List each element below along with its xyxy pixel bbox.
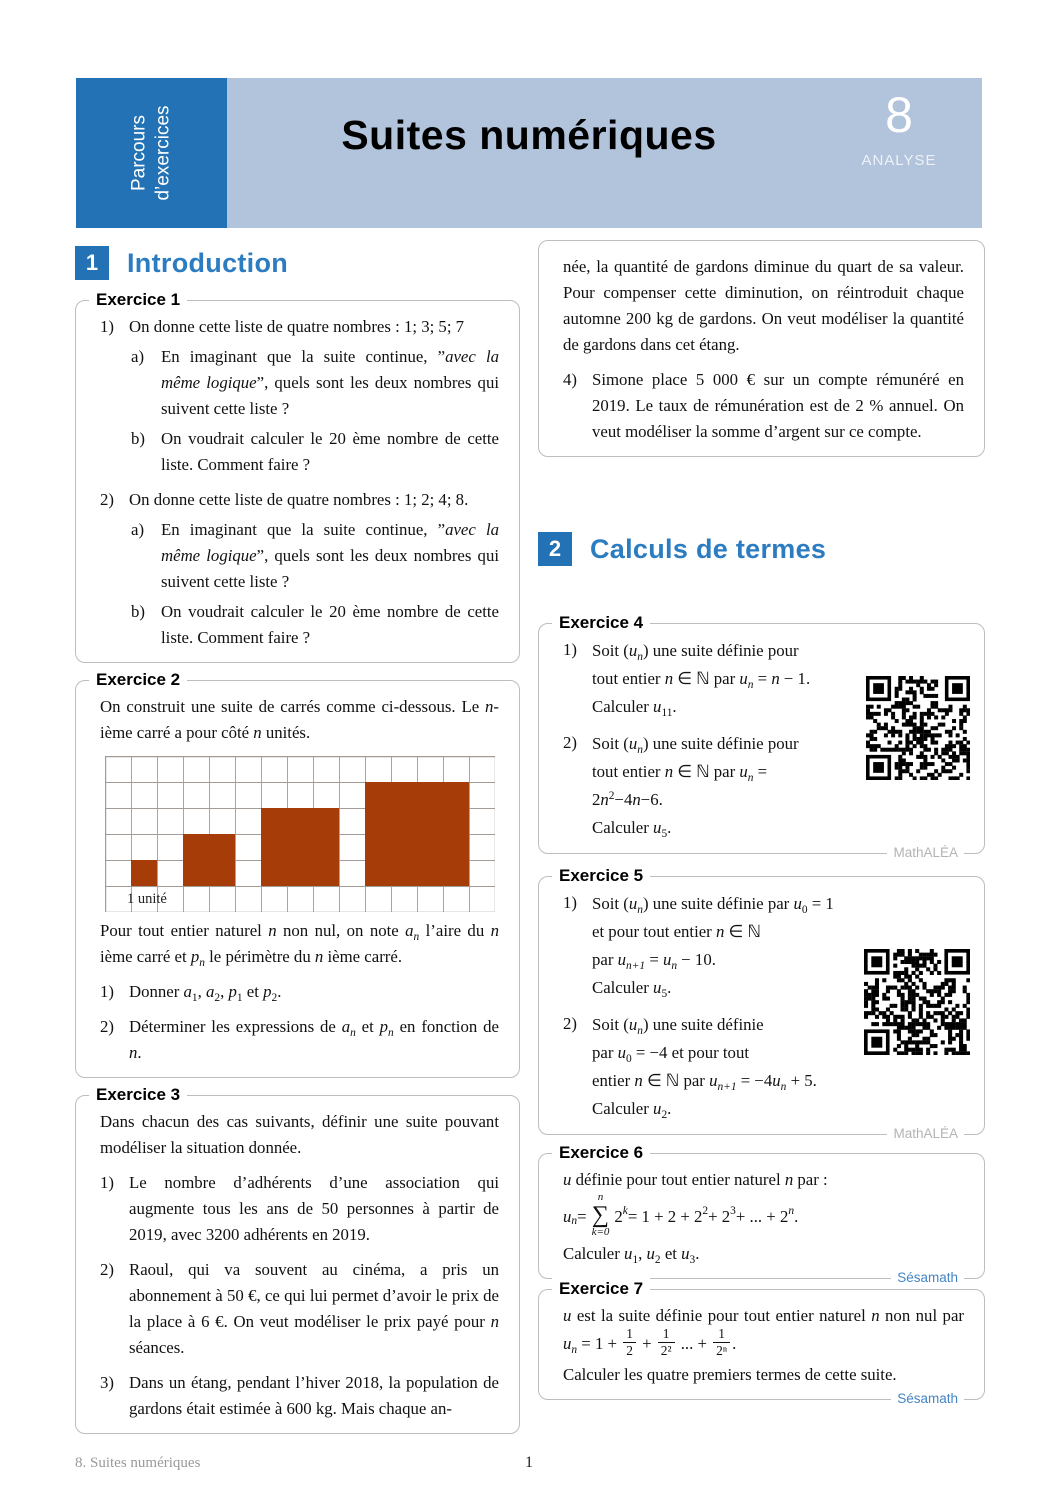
source-label-sesamath: Sésamath xyxy=(891,1268,964,1288)
math-line: tout entier n ∈ ℕ par $u_n = n - 1$. xyxy=(592,669,811,691)
math-line: par $u_0 = -4$ et pour tout xyxy=(592,1043,749,1065)
square-n4 xyxy=(365,782,469,886)
item-text xyxy=(592,637,824,721)
math-line: Calculer $u_{11}$. xyxy=(592,697,677,719)
header-banner xyxy=(227,78,982,228)
exercise-track-label xyxy=(127,105,175,200)
list-item xyxy=(563,1011,834,1123)
section-number: 2 xyxy=(538,532,572,566)
item-number: 3) xyxy=(100,1373,114,1392)
item-text: Dans un étang, pendant l’hiver 2018, la population de gardons était estimée à 600 kg. Mais chaque an- xyxy=(129,1373,499,1418)
item-number: 4) xyxy=(563,370,577,389)
item-number: 2) xyxy=(100,1260,114,1279)
exercise-intro: On construit une suite de carrés comme ci-dessous. Le n-ième carré a pour côté n unités. xyxy=(100,697,499,742)
list-item xyxy=(563,637,824,721)
page-number: 1 xyxy=(525,1454,533,1471)
qr-code xyxy=(866,676,970,780)
math-line: Soit $(u_n)$ une suite définie xyxy=(592,1015,764,1037)
item-number: 2) xyxy=(100,1017,114,1036)
item-text: En imaginant que la suite continue, ”avec la même logique”, quels sont les deux nombres qui suivent cette liste ? xyxy=(161,520,499,591)
item-text: On voudrait calculer le 20 ème nombre de cette liste. Comment faire ? xyxy=(161,429,499,474)
section-heading-calculs xyxy=(538,531,985,567)
list-item xyxy=(100,314,499,340)
item-number: 1) xyxy=(563,640,577,659)
square-n1 xyxy=(131,860,157,886)
chapter-category: ANALYSE xyxy=(861,152,937,169)
item-number: 1) xyxy=(100,317,114,336)
exercise-box-4 xyxy=(538,613,985,860)
item-number: b) xyxy=(131,602,145,621)
unit-label: 1 unité xyxy=(126,891,167,907)
source-label-mathalea: MathALÉA xyxy=(887,843,964,863)
chapter-block xyxy=(834,86,964,174)
list-item xyxy=(563,730,824,842)
exercise-title: Exercice 6 xyxy=(552,1142,650,1164)
item-text: Raoul, qui va souvent au cinéma, a pris un abonnement à 50 €, ce qui lui permet d’avoir le prix de la place à 6 €. On veut modéliser le prix payé pour n séances. xyxy=(129,1260,499,1357)
section-number: 1 xyxy=(75,246,109,280)
math-line: Soit $(u_n)$ une suite définie par $u_0 = 1$ xyxy=(592,894,834,916)
item-text xyxy=(592,730,824,842)
math-line: tout entier n ∈ ℕ par $u_n$ = xyxy=(592,762,768,784)
list-item xyxy=(100,1014,499,1066)
list-subitem xyxy=(131,426,499,478)
item-text: On donne cette liste de quatre nombres : 1; 2; 4; 8. xyxy=(129,490,469,509)
list-item xyxy=(100,1257,499,1361)
side-label-line1: Parcours xyxy=(128,114,150,192)
list-subitem xyxy=(131,599,499,651)
list-item xyxy=(100,979,499,1005)
item-text: On voudrait calculer le 20 ème nombre de cette liste. Comment faire ? xyxy=(161,602,499,647)
exercise-track-box xyxy=(76,78,227,228)
math-line: Calculer $u_2$. xyxy=(592,1099,672,1121)
item-text: Déterminer les expressions de $a_n$ et $p_n$ en fonction de n. xyxy=(129,1017,499,1062)
list-item xyxy=(100,1170,499,1248)
math-line: par $u_{n+1} = u_n - 10$. xyxy=(592,950,716,972)
section-title: Introduction xyxy=(127,248,289,278)
squares-figure xyxy=(105,756,495,912)
item-number: 2) xyxy=(563,1014,577,1033)
item-number: a) xyxy=(131,347,145,366)
item-number: 2) xyxy=(563,733,577,752)
exercise-title: Exercice 7 xyxy=(552,1278,650,1300)
section-title: Calculs de termes xyxy=(590,534,827,564)
list-item xyxy=(563,367,964,445)
item-number: 1) xyxy=(100,1173,114,1192)
item-number: 1) xyxy=(100,982,114,1001)
square-n3 xyxy=(261,808,339,886)
math-line: $2n^2-4n-6$. xyxy=(592,790,663,809)
item-text xyxy=(592,1011,834,1123)
exercise-intro: Dans chacun des cas suivants, définir une suite pouvant modéliser la situation donnée. xyxy=(100,1112,499,1157)
exercise-title: Exercice 5 xyxy=(552,865,650,887)
exercise-title: Exercice 4 xyxy=(552,612,650,634)
left-column xyxy=(75,245,520,1434)
item-text: En imaginant que la suite continue, ”avec la même logique”, quels sont les deux nombres qui suivent cette liste ? xyxy=(161,347,499,418)
math-line: Calculer $u_5$. xyxy=(592,818,672,840)
item-number: 1) xyxy=(563,893,577,912)
exercise-box-1 xyxy=(75,290,520,663)
exercise-text: Calculer les quatre premiers termes de cette suite. xyxy=(563,1364,897,1384)
chapter-number: 8 xyxy=(885,87,913,143)
exercise-title: Exercice 2 xyxy=(89,669,187,691)
list-item xyxy=(563,890,834,1002)
source-label-sesamath: Sésamath xyxy=(891,1389,964,1409)
item-text: Le nombre d’adhérents d’une association qui augmente tous les ans de 50 personnes à partir de 2019, avec 3200 adhérents en 2019. xyxy=(129,1173,499,1244)
list-subitem xyxy=(131,517,499,595)
exercise-text: Calculer $u_1$, $u_2$ et $u_3$. xyxy=(563,1244,700,1266)
math-line: entier n ∈ ℕ par $u_{n+1} = -4u_n + 5$. xyxy=(592,1071,817,1093)
exercise-box-3-continued xyxy=(538,240,985,457)
exercise-text: u est la suite définie pour tout entier naturel n non nul par $u_n = 1$ + $\frac{1}{2}$ + $\frac{1}{\text{2²}}$ ... + $\frac{1}{\text{2ⁿ}}$ . xyxy=(563,1306,964,1358)
square-n2 xyxy=(183,834,235,886)
math-line: Calculer $u_5$. xyxy=(592,978,672,1000)
item-text: On donne cette liste de quatre nombres : 1; 3; 5; 7 xyxy=(129,317,465,336)
section-heading-introduction xyxy=(75,245,520,281)
math-line: et pour tout entier n ∈ ℕ xyxy=(592,922,761,941)
math-line: Soit $(u_n)$ une suite définie pour xyxy=(592,734,799,756)
exercise-box-7 xyxy=(538,1279,985,1406)
exercise-box-5 xyxy=(538,866,985,1141)
list-item xyxy=(100,1370,499,1422)
continued-paragraph: née, la quantité de gardons diminue du quart de sa valeur. Pour compenser cette diminution, on réintroduit chaque automne 200 kg de gardons. On veut modéliser la quantité de gardons dans cet étang. xyxy=(563,257,964,354)
item-number: b) xyxy=(131,429,145,448)
item-number: a) xyxy=(131,520,145,539)
list-item xyxy=(100,487,499,513)
exercise-text: Pour tout entier naturel n non nul, on note $a_n$ l’aire du n ième carré et $p_n$ le périmètre du n ième carré. xyxy=(100,921,499,969)
list-subitem xyxy=(131,344,499,422)
source-label-mathalea: MathALÉA xyxy=(887,1124,964,1144)
item-text xyxy=(592,890,834,1002)
exercise-title: Exercice 3 xyxy=(89,1084,187,1106)
footer-chapter-label: 8. Suites numériques xyxy=(75,1455,201,1471)
page-title: Suites numériques xyxy=(341,112,717,158)
qr-code xyxy=(864,949,970,1055)
exercise-box-2 xyxy=(75,670,520,1078)
item-number: 2) xyxy=(100,490,114,509)
exercise-box-3 xyxy=(75,1085,520,1434)
chapter-header xyxy=(76,78,982,228)
item-text: Donner $a_1$, $a_2$, $p_1$ et $p_2$. xyxy=(129,982,282,1004)
sum-formula: u n = n ∑ k=0 2 k = 1 + 2 + 2 2 + 2 3 + ... + 2 n . xyxy=(563,1191,799,1238)
item-text: Simone place 5 000 € sur un compte rémunéré en 2019. Le taux de rémunération est de 2 % annuel. On veut modéliser la somme d’argent sur ce compte. xyxy=(592,370,964,441)
exercise-box-6 xyxy=(538,1143,985,1285)
exercise-title: Exercice 1 xyxy=(89,289,187,311)
math-line: Soit $(u_n)$ une suite définie pour xyxy=(592,641,799,663)
page-footer xyxy=(0,1450,1058,1480)
exercise-text: u définie pour tout entier naturel n par : xyxy=(563,1170,828,1189)
right-column xyxy=(538,240,985,1406)
side-label-line2: d’exercices xyxy=(152,105,174,201)
